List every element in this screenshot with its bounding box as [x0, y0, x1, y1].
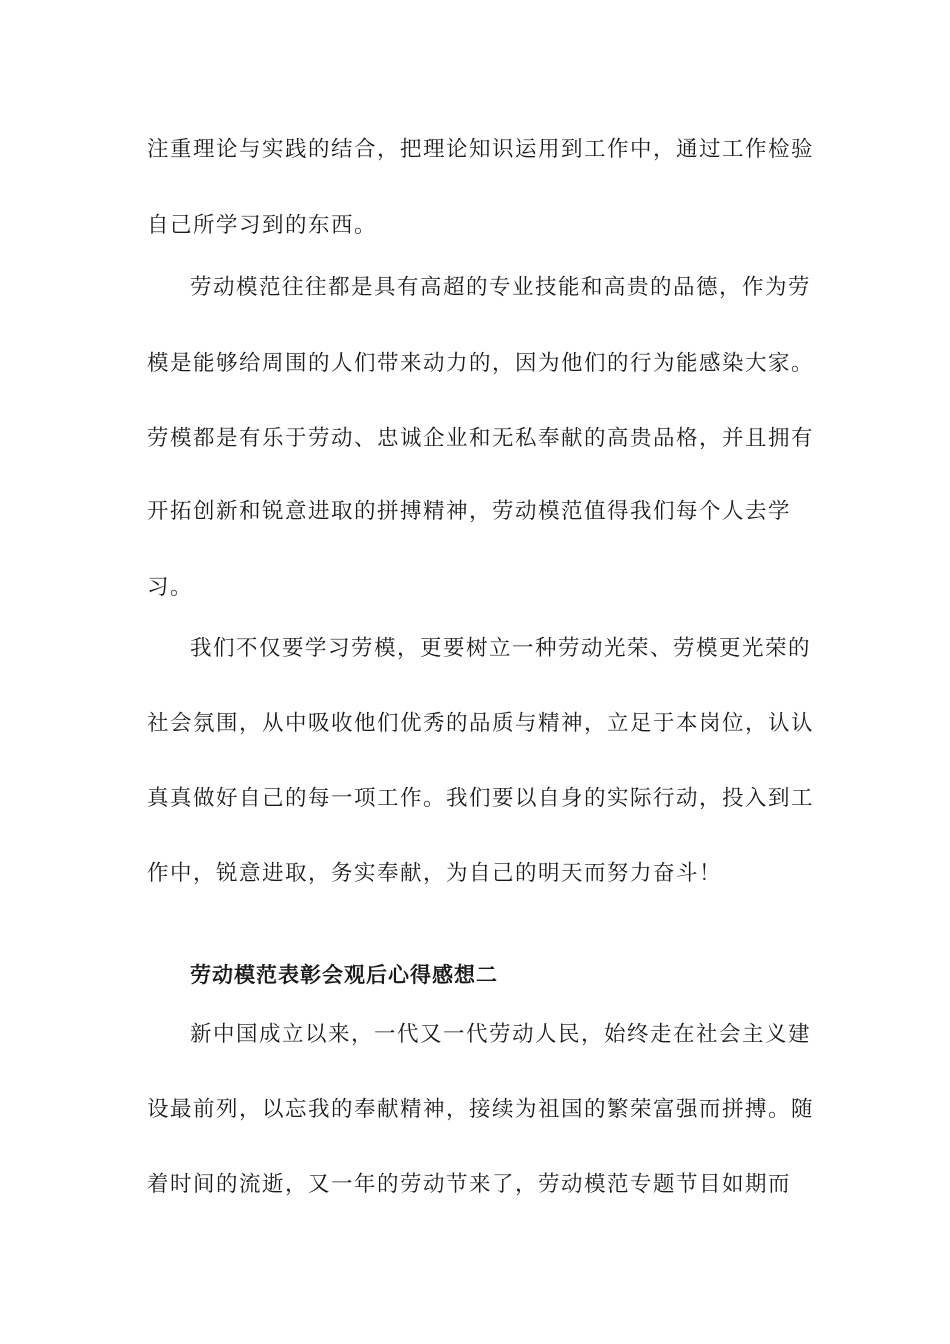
text-line: 着时间的流逝，又一年的劳动节来了，劳动模范专题节目如期而 — [147, 1172, 792, 1197]
text-line: 注重理论与实践的结合，把理论知识运用到工作中，通过工作检验 — [147, 137, 815, 162]
text-line: 自己所学习到的东西。 — [147, 213, 378, 238]
paragraph-first-line: 我们不仅要学习劳模，更要树立一种劳动光荣、劳模更光荣的 — [190, 636, 812, 661]
text-line: 真真做好自己的每一项工作。我们要以自身的实际行动，投入到工 — [147, 786, 815, 811]
text-line: 劳模都是有乐于劳动、忠诚企业和无私奉献的高贵品格，并且拥有 — [147, 426, 815, 451]
text-line: 模是能够给周围的人们带来动力的，因为他们的行为能感染大家。 — [147, 351, 815, 376]
text-line: 习。 — [147, 575, 194, 600]
text-line: 开拓创新和锐意进取的拼搏精神，劳动模范值得我们每个人去学 — [147, 499, 792, 524]
text-line: 设最前列，以忘我的奉献精神，接续为祖国的繁荣富强而拼搏。随 — [147, 1097, 815, 1122]
text-line: 作中，锐意进取，务实奉献，为自己的明天而努力奋斗！ — [147, 861, 723, 886]
text-line: 社会氛围，从中吸收他们优秀的品质与精神，立足于本岗位，认认 — [147, 711, 815, 736]
section-heading: 劳动模范表彰会观后心得感想二 — [190, 963, 498, 987]
paragraph-first-line: 劳动模范往往都是具有高超的专业技能和高贵的品德，作为劳 — [190, 275, 812, 300]
paragraph-first-line: 新中国成立以来，一代又一代劳动人民，始终走在社会主义建 — [190, 1022, 812, 1047]
